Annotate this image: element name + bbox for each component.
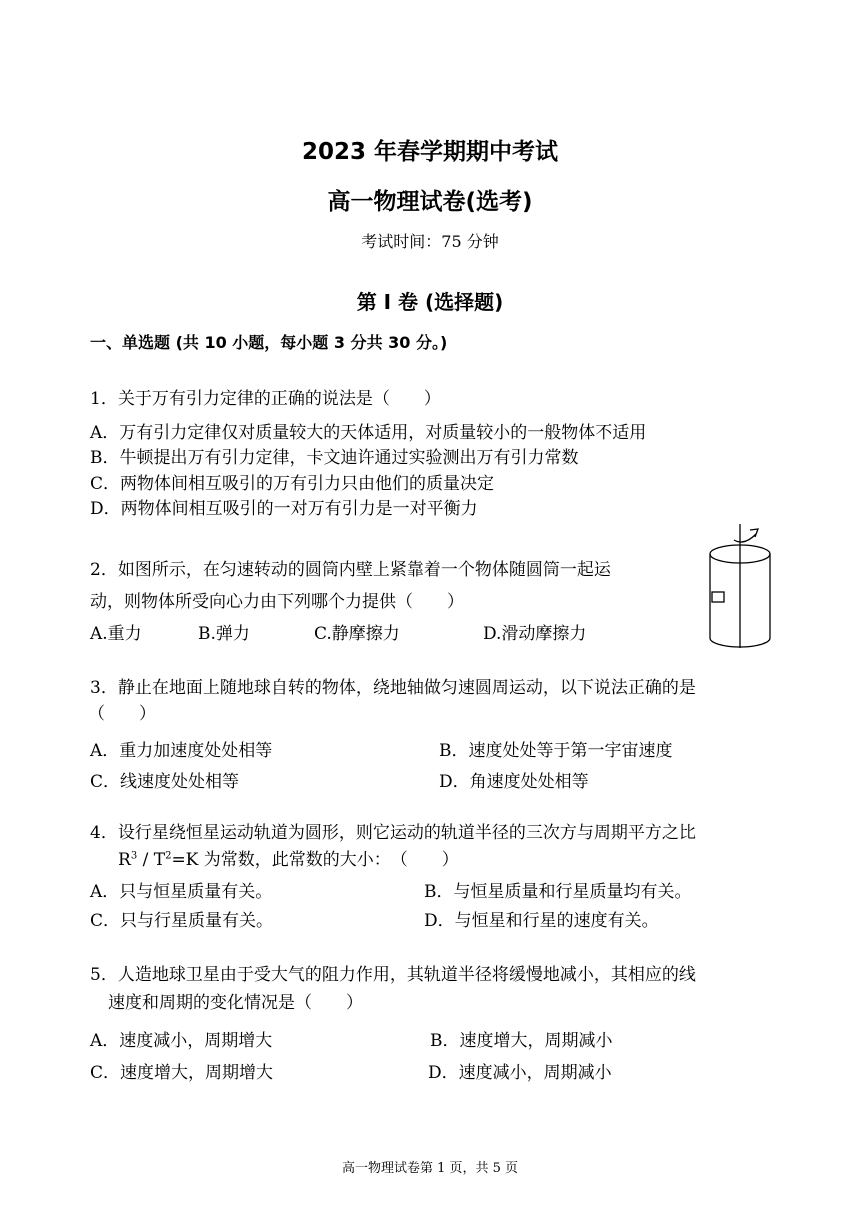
q4-stem-line2 (118, 845, 459, 870)
section-title: 一、单选题 (共 10 小题，每小题 3 分共 30 分。) (90, 333, 448, 352)
q5-stem-line2: 速度和周期的变化情况是（ ） (108, 993, 363, 1013)
q4-r-exponent: 3 (130, 850, 138, 862)
q4-stem-line1: 4．设行星绕恒星运动轨道为圆形，则它运动的轨道半径的三次方与周期平方之比 (90, 823, 696, 843)
q2-option-b: B.弹力 (198, 624, 250, 644)
q4-option-c: C．只与行星质量有关。 (90, 911, 274, 931)
q2-option-a: A.重力 (90, 624, 142, 644)
part-title: 第 I 卷 (选择题) (356, 290, 504, 314)
q1-option-c: C．两物体间相互吸引的万有引力只由他们的质量决定 (90, 474, 495, 494)
q3-option-c: C．线速度处处相等 (90, 772, 240, 792)
q4-option-a: A．只与恒星质量有关。 (90, 882, 273, 902)
exam-title: 2023 年春学期期中考试 (301, 139, 559, 165)
q4-r: R (118, 850, 131, 870)
q3-option-b: B．速度处处等于第一宇宙速度 (439, 741, 673, 761)
q2-option-c: C.静摩擦力 (314, 624, 400, 644)
q2-stem-line2: 动，则物体所受向心力由下列哪个力提供（ ） (90, 592, 464, 612)
q2-option-d: D.滑动摩擦力 (483, 624, 587, 644)
q4-option-b: B．与恒星质量和行星质量均有关。 (424, 882, 692, 902)
q1-option-b: B．牛顿提出万有引力定律，卡文迪许通过实验测出万有引力常数 (90, 448, 579, 468)
q5-option-d: D．速度减小，周期减小 (428, 1063, 612, 1083)
q4-option-d: D．与恒星和行星的速度有关。 (424, 911, 659, 931)
q5-option-b: B．速度增大，周期减小 (430, 1031, 613, 1051)
q3-stem-line2: （ ） (88, 704, 156, 724)
exam-time: 考试时间：75 分钟 (361, 232, 499, 251)
q1-option-d: D．两物体间相互吸引的一对万有引力是一对平衡力 (90, 499, 478, 519)
q4-stem-rest: =K 为常数，此常数的大小： （ ） (171, 850, 459, 870)
q1-option-a: A．万有引力定律仅对质量较大的天体适用，对质量较小的一般物体不适用 (90, 423, 647, 443)
exam-subtitle: 高一物理试卷(选考) (327, 189, 533, 215)
q1-stem: 1．关于万有引力定律的正确的说法是（ ） (90, 389, 441, 409)
q4-t-exponent: 2 (165, 850, 172, 862)
q3-option-d: D．角速度处处相等 (439, 772, 589, 792)
q5-option-a: A．速度减小，周期增大 (90, 1031, 273, 1051)
page-footer: 高一物理试卷第 1 页，共 5 页 (341, 1161, 519, 1176)
rotating-cylinder-figure (700, 520, 790, 652)
q5-stem-line1: 5．人造地球卫星由于受大气的阻力作用，其轨道半径将缓慢地减小，其相应的线 (90, 965, 696, 985)
q3-stem-line1: 3．静止在地面上随地球自转的物体，绕地轴做匀速圆周运动，以下说法正确的是 (90, 678, 696, 698)
q5-option-c: C．速度增大，周期增大 (90, 1063, 274, 1083)
q4-slash-t: / T (137, 850, 166, 870)
q3-option-a: A．重力加速度处处相等 (90, 741, 273, 761)
q2-stem-line1: 2．如图所示，在匀速转动的圆筒内壁上紧靠着一个物体随圆筒一起运 (90, 560, 611, 580)
